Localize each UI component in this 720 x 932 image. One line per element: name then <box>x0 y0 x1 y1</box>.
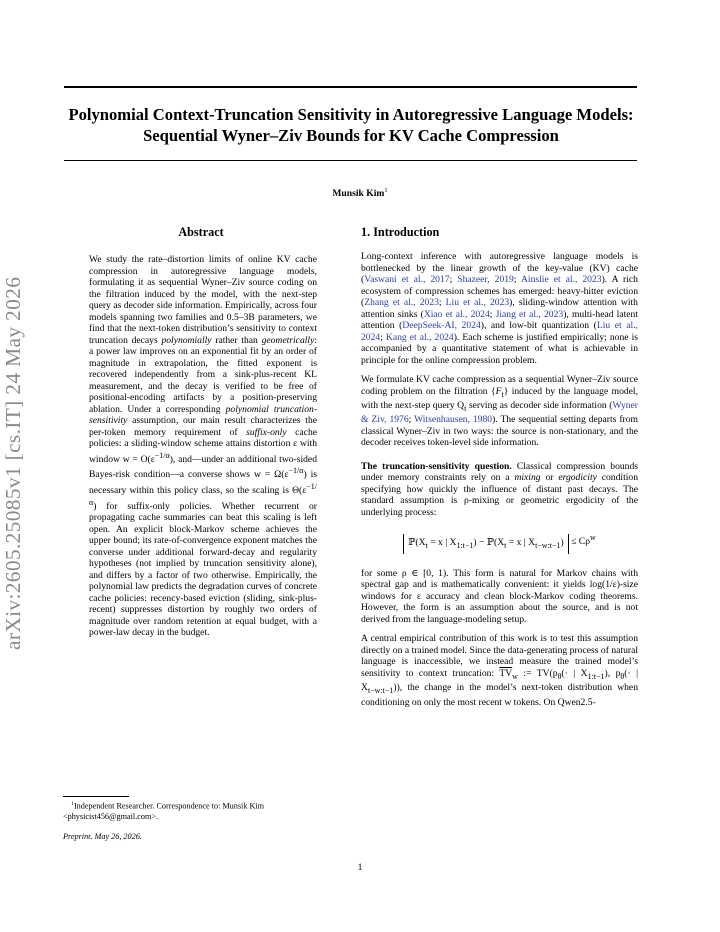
text: (· | X <box>361 667 639 694</box>
citation-link[interactable]: Vaswani et al., 2017 <box>364 274 450 285</box>
subscript: θ <box>620 671 625 681</box>
tv-hat-symbol: $\overline{TV}$ <box>499 667 513 679</box>
title-line-2: Sequential Wyner–Ziv Bounds for KV Cache Compression <box>143 126 559 145</box>
citation-link[interactable]: Kang et al., 2024 <box>385 331 454 343</box>
eq-part: ℙ(X <box>408 536 426 548</box>
eq-sub: t <box>504 540 507 550</box>
text: We formulate KV cache compression as a sequential Wyner–Ziv source coding problem on the filtration { <box>361 374 638 397</box>
abstract-text: cache policies: a sliding-window scheme attains distortion ε with window w = O(ε <box>89 426 317 465</box>
abstract-emphasis: suffix-only <box>246 426 287 438</box>
mixing-equation <box>361 532 638 554</box>
left-column <box>63 225 339 639</box>
paper-title <box>56 104 646 146</box>
subscript: t <box>501 389 504 399</box>
eq-sup: w <box>589 533 596 543</box>
title-line-1: Polynomial Context-Truncation Sensitivity in Autoregressive Language Models: <box>68 105 634 124</box>
eq-part: ) <box>560 536 564 548</box>
citation-link[interactable]: Wyner & Ziv, 1976 <box>361 399 638 426</box>
paragraph-gap <box>361 449 638 461</box>
abstract-body <box>89 254 317 639</box>
absolute-value-bars <box>403 534 569 554</box>
page-number: 1 <box>357 862 363 873</box>
text: Classical compression bounds under memory constraints rely on a <box>361 460 638 484</box>
text: := TV(p <box>517 667 558 679</box>
abstract-text: assumption, our main result characterizes the per-token memory requirement of <box>89 415 317 438</box>
abstract-exponent: −1/α <box>288 466 304 476</box>
text: (· | X <box>561 667 588 679</box>
section-heading-introduction: 1. Introduction <box>361 225 440 239</box>
text: ). A rich ecosystem of compression schemes has emerged: heavy-hitter eviction ( <box>361 274 638 308</box>
emphasis: ergodicity <box>558 472 597 484</box>
subscript: t <box>464 403 467 413</box>
text: ; <box>408 414 415 426</box>
title-rule-bottom <box>64 160 637 161</box>
paragraph-heading: The truncation-sensitivity question. <box>361 460 512 472</box>
subscript: 1:t−1 <box>587 671 605 681</box>
text: } induced by the language model, with the next-step query Q <box>361 385 638 411</box>
text: ; <box>449 274 458 285</box>
text: ; <box>380 331 386 343</box>
text: ; <box>513 274 521 285</box>
citation-link[interactable]: Zhang et al., 2023 <box>364 297 439 308</box>
footnote-text: Independent Researcher. Correspondence to: Munsik Kim <physicist456@gmail.com>. <box>63 801 265 822</box>
filtration-symbol: F <box>495 385 502 397</box>
text: ). Each scheme is justified empirically; none is accompanied by a quantitative statement of what is achievable in principle for the online compression problem. <box>361 331 638 366</box>
preprint-note: Preprint. May 26, 2026. <box>63 832 142 841</box>
eq-part: ≤ Cρ <box>568 536 590 548</box>
abstract-text: : a power law improves on an exponential fit by an order of magnitude in extrapolation, the fitted exponent is recovered independently from a sink-plus-recent KL measurement, and the decay is verified to be free of positional-encoding artifacts by a position-preserving ablation. Under a corresponding <box>89 334 317 415</box>
abstract-exponent: −1/α <box>154 450 170 460</box>
abstract-text: ) is necessary within this policy class, so the scaling is Θ(ε <box>89 469 317 497</box>
text: serving as decoder side information ( <box>466 399 613 411</box>
text: ; <box>438 297 446 308</box>
emphasis: mixing <box>514 472 541 484</box>
citation-link[interactable]: Shazeer, 2019 <box>457 274 514 285</box>
footnote <box>63 799 339 823</box>
citation-link[interactable]: Jiang et al., 2023 <box>495 308 564 320</box>
abstract-emphasis: polynomially <box>161 334 212 346</box>
eq-part: ) − ℙ(X <box>473 536 505 548</box>
paragraph-gap <box>361 625 638 633</box>
intro-paragraph-4: for some ρ ∈ [0, 1). This form is natural for Markov chains with spectral gap and is mathematically convenient: it yields log(1/ε)-size windows for ε accuracy and clean block-Markov coding theorems. However, the form is an assumption about the source, and is not derived from the language-modeling setup. <box>361 567 638 625</box>
text: or <box>540 472 559 484</box>
text: ), multi-head latent attention ( <box>361 308 638 331</box>
subscript: t−w:t−1 <box>367 686 394 696</box>
text: ), p <box>604 667 621 679</box>
text: condition specifying how quickly the influence of distant past decays. The standard assumption is ρ-mixing or geometric ergodicity of the underlying process: <box>361 472 638 518</box>
text: ). The sequential setting departs from classical Wyner–Ziv in two ways: the source is non-stationary, and the decoder receives token-level side information. <box>361 414 638 449</box>
author-name: Munsik Kim <box>332 188 385 200</box>
text: Long-context inference with autoregressive language models is bottlenecked by the linear growth of the key-value (KV) cache ( <box>361 251 638 285</box>
abstract-text: ), and—under an additional two-sided Bayes-risk condition—a converse shows w = Ω(ε <box>89 453 317 481</box>
citation-link[interactable]: DeepSeek-AI, 2024 <box>402 320 481 331</box>
citation-link[interactable]: Ainslie et al., 2023 <box>521 274 602 285</box>
author-line <box>0 187 720 199</box>
abstract-text: ) for suffix-only policies. Whether recurrent or propagating cache summaries can beat this scaling is left open. An explicit block-Markov scheme achieves the upper bound; its rate-of-convergence exponent matches the converse under additional forward-decay and regularity hypotheses (not implied by truncation sensitivity alone), and differs by a factor of two otherwise. Empirically, the polynomial law predicts the degradation curves of concrete cache policies: recency-based eviction (sliding, sink-plus-recent) suppresses distortion by roughly two orders of magnitude over random retention at equal budget, with a power-law decay in the budget. <box>89 500 317 639</box>
eq-part: = x | X <box>427 536 457 548</box>
right-column <box>361 225 638 708</box>
intro-paragraph-2 <box>361 374 638 449</box>
subscript: θ <box>557 671 562 681</box>
citation-link[interactable]: Liu et al., 2024 <box>361 320 639 343</box>
eq-sub: 1:t−1 <box>456 540 474 550</box>
paragraph-gap <box>361 366 638 374</box>
subscript: w <box>512 671 518 681</box>
citation-link[interactable]: Witsenhausen, 1980 <box>414 414 493 426</box>
eq-part: = x | X <box>506 536 536 548</box>
footnote-mark: 1 <box>71 801 74 807</box>
text: A central empirical contribution of this work is to test this assumption directly on a trained model. Since the data-generating process of natural language is inaccessible, we instead measure the trained model’s sensitivity to context truncation: <box>361 633 638 679</box>
citation-link[interactable]: Liu et al., 2023 <box>445 297 510 308</box>
intro-paragraph-1 <box>361 251 638 366</box>
abstract-exponent: −1/α <box>89 481 317 507</box>
text: ; <box>489 308 496 320</box>
abstract-emphasis: polynomial truncation-sensitivity <box>89 403 318 426</box>
eq-sub: t <box>425 540 428 550</box>
abstract-text: rather than <box>211 334 262 346</box>
abstract-text: We study the rate–distortion limits of online KV cache compression in autoregressive language models, formulating it as sequential Wyner–Ziv source coding on the filtration induced by the model, with the next-step query as decoder side information. Empirically, across four models spanning two families and 0.5–3B parameters, we find that the next-token distribution’s sensitivity to context truncation decays <box>89 254 317 346</box>
abstract-emphasis: geometrically <box>261 334 315 346</box>
eq-sub: t−w:t−1 <box>535 540 561 550</box>
text: )), the change in the model’s next-token distribution when conditioning on only the most recent w tokens. On Qwen2.5- <box>361 682 638 708</box>
intro-paragraph-5 <box>361 633 638 708</box>
citation-link[interactable]: Xiao et al., 2024 <box>423 308 490 320</box>
text: ), sliding-window attention with attention sinks ( <box>361 297 638 320</box>
abstract-heading: Abstract <box>178 225 224 239</box>
footnote-rule <box>63 796 129 797</box>
text: ), and low-bit quantization ( <box>480 320 597 331</box>
arxiv-stamp: arXiv:2605.25085v1 [cs.IT] 24 May 2026 <box>1 276 25 650</box>
author-affiliation-mark: 1 <box>384 187 388 194</box>
intro-paragraph-3 <box>361 461 638 519</box>
title-rule-top <box>64 86 637 88</box>
